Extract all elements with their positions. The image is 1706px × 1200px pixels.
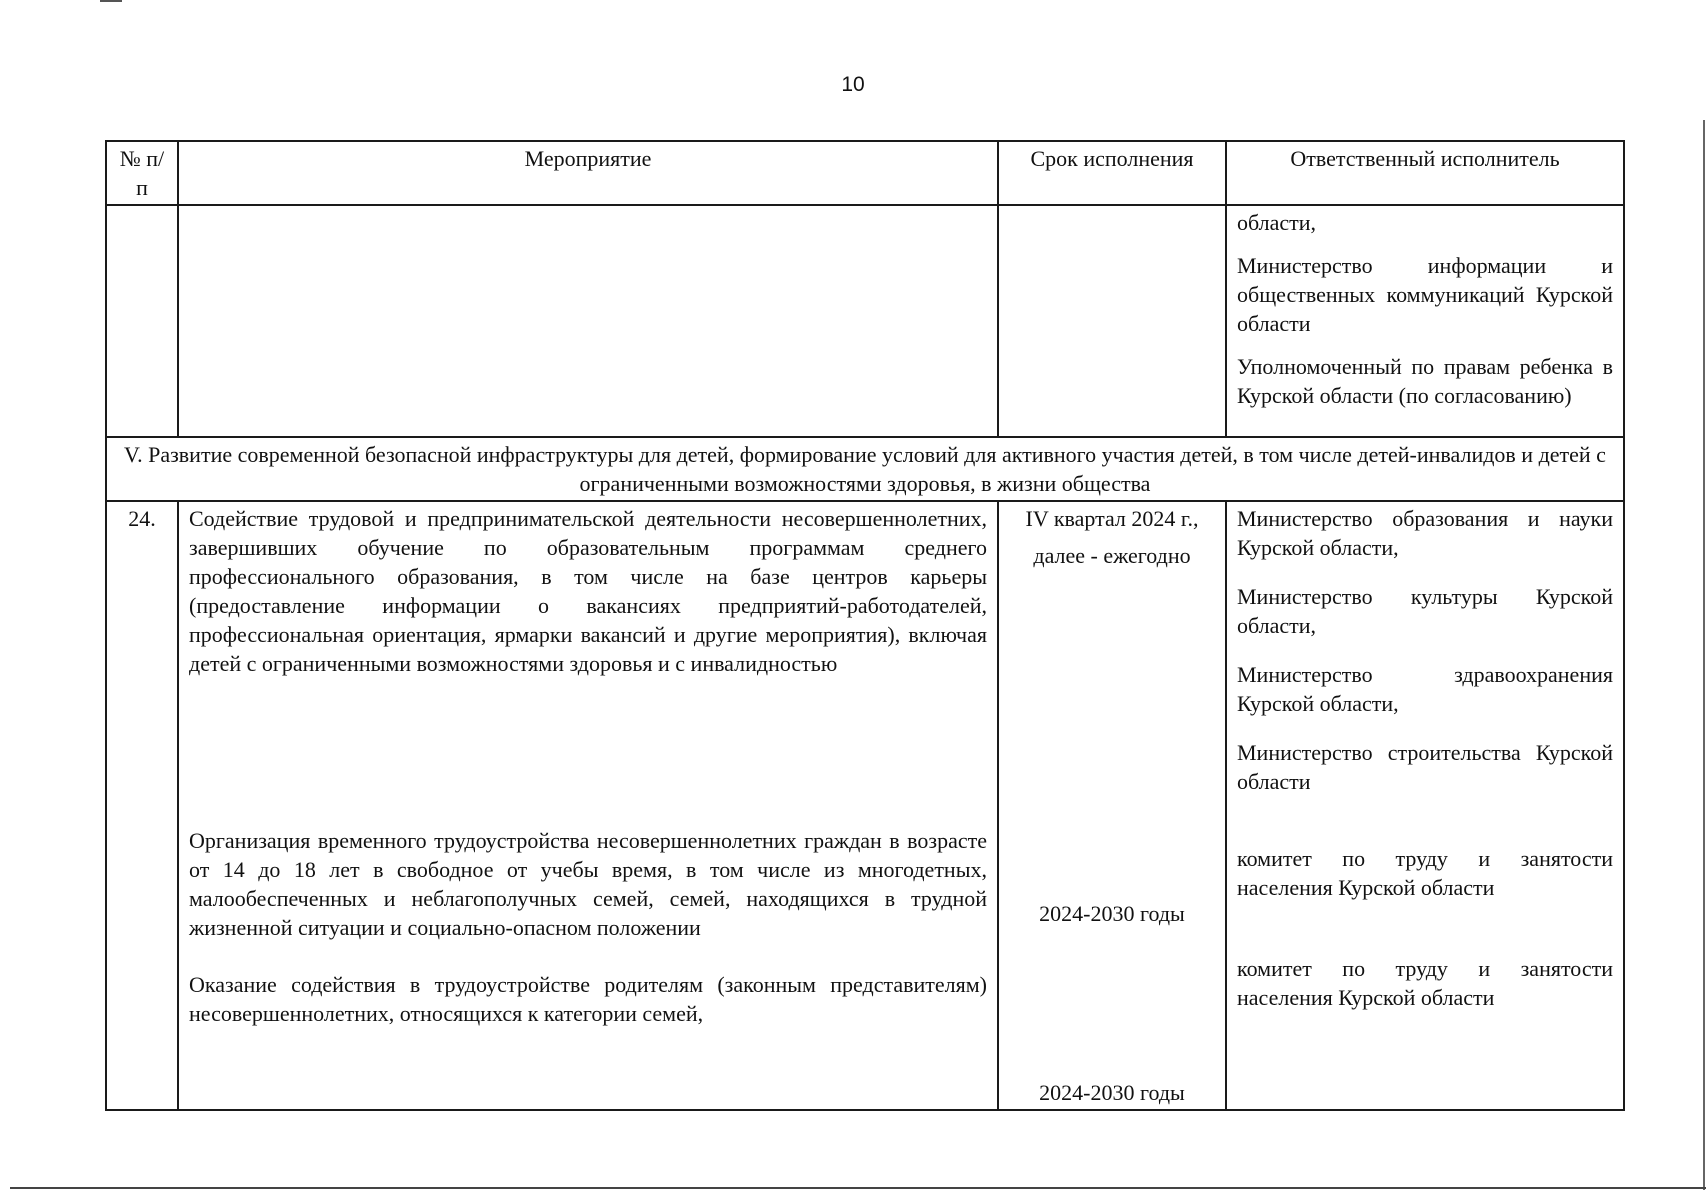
- continuation-num-cell: [106, 205, 178, 437]
- responsible-item: Министерство строительства Курской области: [1237, 740, 1613, 794]
- responsible-item: Уполномоченный по правам ребенка в Курской области (по согласованию): [1237, 354, 1613, 408]
- scan-edge-right: [1703, 120, 1705, 1190]
- header-event: Мероприятие: [178, 141, 998, 205]
- responsible-cell: [1226, 501, 1624, 1110]
- event-item: Организация временного трудоустройства несовершеннолетних граждан в возрасте от 14 до 18 лет в свободное от учебы время, в том числе из многодетных, малообеспеченных и неблагополучных семей, семей, находящихся в трудной жизненной ситуации и социально-опасном положении: [189, 828, 987, 940]
- page-number: 10: [841, 73, 865, 96]
- responsible-item: Министерство образования и науки Курской области,: [1237, 506, 1613, 560]
- responsible-item: Министерство информации и общественных коммуникаций Курской области: [1237, 253, 1613, 336]
- event-item: Оказание содействия в трудоустройстве родителям (законным представителям) несовершеннолетних, относящихся к категории семей,: [189, 972, 987, 1026]
- responsible-item: Министерство культуры Курской области,: [1237, 584, 1613, 638]
- scan-edge-bottom: [10, 1187, 1706, 1189]
- term-cell: [998, 501, 1226, 1110]
- scan-artifact-top: [100, 0, 122, 2]
- table-row-24: [106, 501, 1624, 1110]
- continuation-term-cell: [998, 205, 1226, 437]
- responsible-item: области,: [1237, 210, 1317, 235]
- term-item: 2024-2030 годы: [1039, 901, 1185, 926]
- term-item: далее - ежегодно: [1033, 543, 1191, 568]
- responsible-item: комитет по труду и занятости населения Курской области: [1237, 846, 1613, 900]
- term-item: 2024-2030 годы: [1039, 1080, 1185, 1105]
- event-cell: [178, 501, 998, 1110]
- responsible-item: комитет по труду и занятости населения Курской области: [1237, 956, 1613, 1010]
- event-item: Содействие трудовой и предпринимательской деятельности несовершеннолетних, завершивших обучение по образовательным программам среднего профессионального образования, в том числе на базе центров карьеры (предоставление информации о вакансиях предприятий-работодателей, профессиональная ориентация, ярмарки вакансий и другие мероприятия), включая детей с ограниченными возможностями здоровья и с инвалидностью: [189, 506, 987, 676]
- term-item: IV квартал 2024 г.,: [1025, 506, 1199, 531]
- responsible-item: Министерство здравоохранения Курской области,: [1237, 662, 1613, 716]
- section-row: [106, 437, 1624, 501]
- header-term: Срок исполнения: [998, 141, 1226, 205]
- section-title: V. Развитие современной безопасной инфраструктуры для детей, формирование условий для активного участия детей, в том числе детей-инвалидов и детей с ограниченными возможностями здоровья, в жизни общества: [106, 437, 1624, 501]
- continuation-row: [106, 205, 1624, 437]
- header-num: № п/п: [106, 141, 178, 205]
- continuation-event-cell: [178, 205, 998, 437]
- row-number: 24.: [106, 501, 178, 1110]
- action-plan-table: [105, 140, 1625, 1111]
- table-header-row: [106, 141, 1624, 205]
- header-responsible: Ответственный исполнитель: [1226, 141, 1624, 205]
- continuation-responsible-cell: [1226, 205, 1624, 437]
